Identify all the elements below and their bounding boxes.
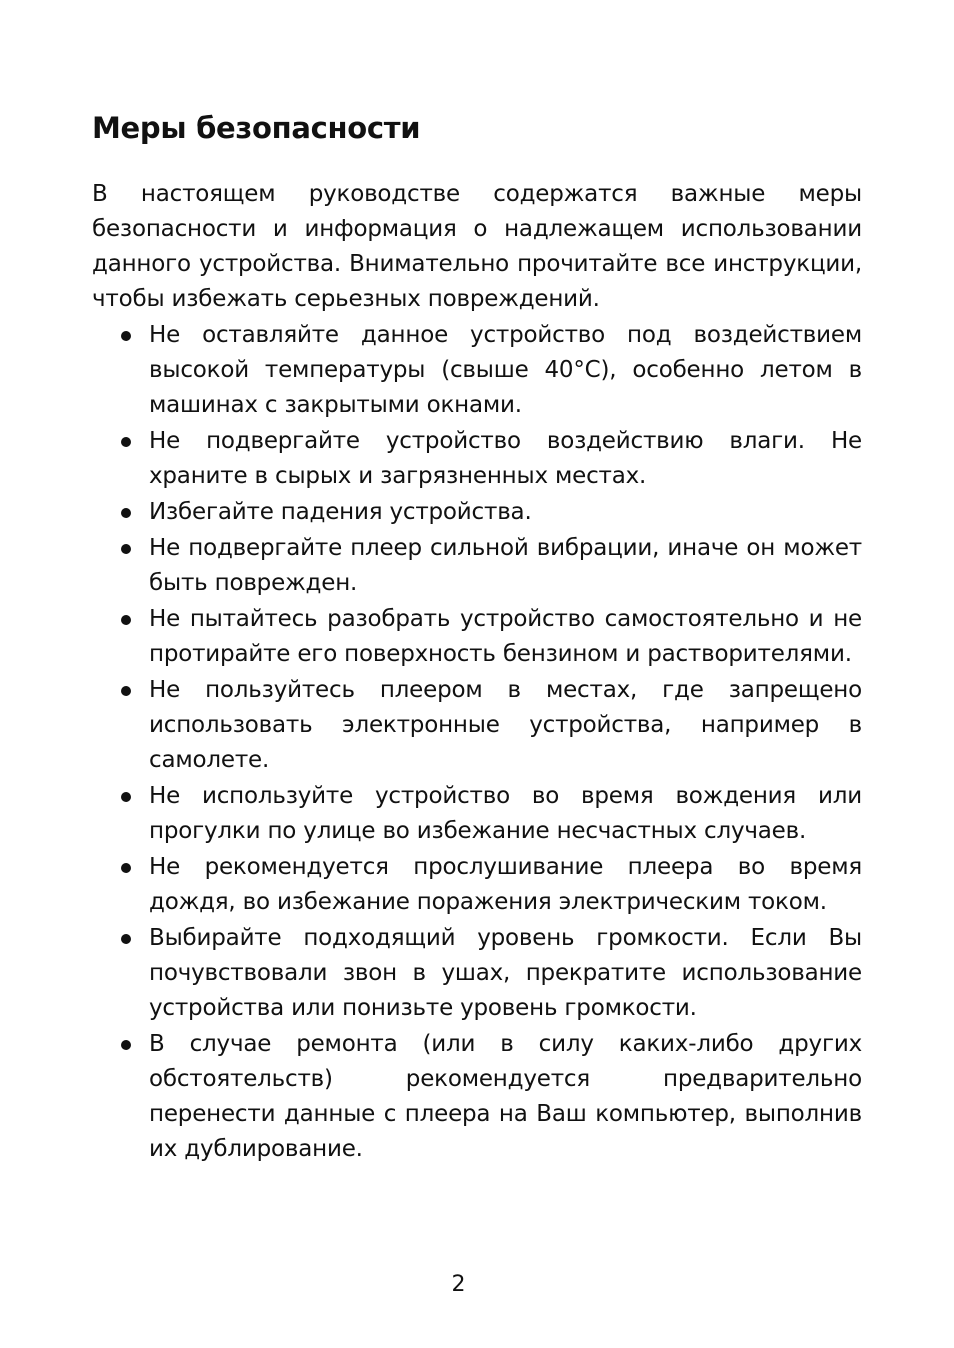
list-item-text: Не используйте устройство во время вождения или прогулки по улице во избежание несчастных случаев. (149, 783, 862, 844)
list-item (92, 531, 862, 601)
list-item-text: Не оставляйте данное устройство под воздействием высокой температуры (свыше 40°C), особенно летом в машинах с закрытыми окнами. (149, 322, 862, 418)
list-item (92, 318, 862, 423)
bullet-icon (121, 792, 131, 802)
bullet-icon (121, 508, 131, 518)
list-item (92, 602, 862, 672)
bullet-icon (121, 1040, 131, 1050)
list-item (92, 850, 862, 920)
list-item (92, 1027, 862, 1167)
list-item-text: Не подвергайте устройство воздействию влаги. Не храните в сырых и загрязненных местах. (149, 428, 862, 489)
bullet-icon (121, 686, 131, 696)
bullet-icon (121, 934, 131, 944)
bullet-icon (121, 544, 131, 554)
list-item (92, 495, 862, 530)
bullet-icon (121, 615, 131, 625)
list-item-text: Избегайте падения устройства. (149, 499, 532, 525)
list-item-text: Выбирайте подходящий уровень громкости. Если Вы почувствовали звон в ушах, прекратите использование устройства или понизьте уровень громкости. (149, 925, 862, 1021)
list-item (92, 424, 862, 494)
bullet-icon (121, 331, 131, 341)
bullet-icon (121, 437, 131, 447)
list-item (92, 673, 862, 778)
list-item (92, 921, 862, 1026)
page-number: 2 (451, 1272, 466, 1297)
list-item-text: Не пытайтесь разобрать устройство самостоятельно и не протирайте его поверхность бензином и растворителями. (149, 606, 862, 667)
list-item-text: Не подвергайте плеер сильной вибрации, иначе он может быть поврежден. (149, 535, 862, 596)
bullet-icon (121, 863, 131, 873)
intro-paragraph: В настоящем руководстве содержатся важные меры безопасности и информация о надлежащем использовании данного устройства. Внимательно прочитайте все инструкции, чтобы избежать серьезных повреждений. (92, 181, 862, 312)
safety-rules-list (92, 318, 862, 1167)
list-item-text: Не пользуйтесь плеером в местах, где запрещено использовать электронные устройства, например в самолете. (149, 677, 862, 773)
list-item-text: Не рекомендуется прослушивание плеера во время дождя, во избежание поражения электрическим током. (149, 854, 862, 915)
list-item-text: В случае ремонта (или в силу каких-либо других обстоятельств) рекомендуется предварительно перенести данные с плеера на Ваш компьютер, выполнив их дублирование. (149, 1031, 862, 1162)
page-title: Меры безопасности (92, 111, 421, 145)
safety-section (92, 177, 862, 1167)
list-item (92, 779, 862, 849)
